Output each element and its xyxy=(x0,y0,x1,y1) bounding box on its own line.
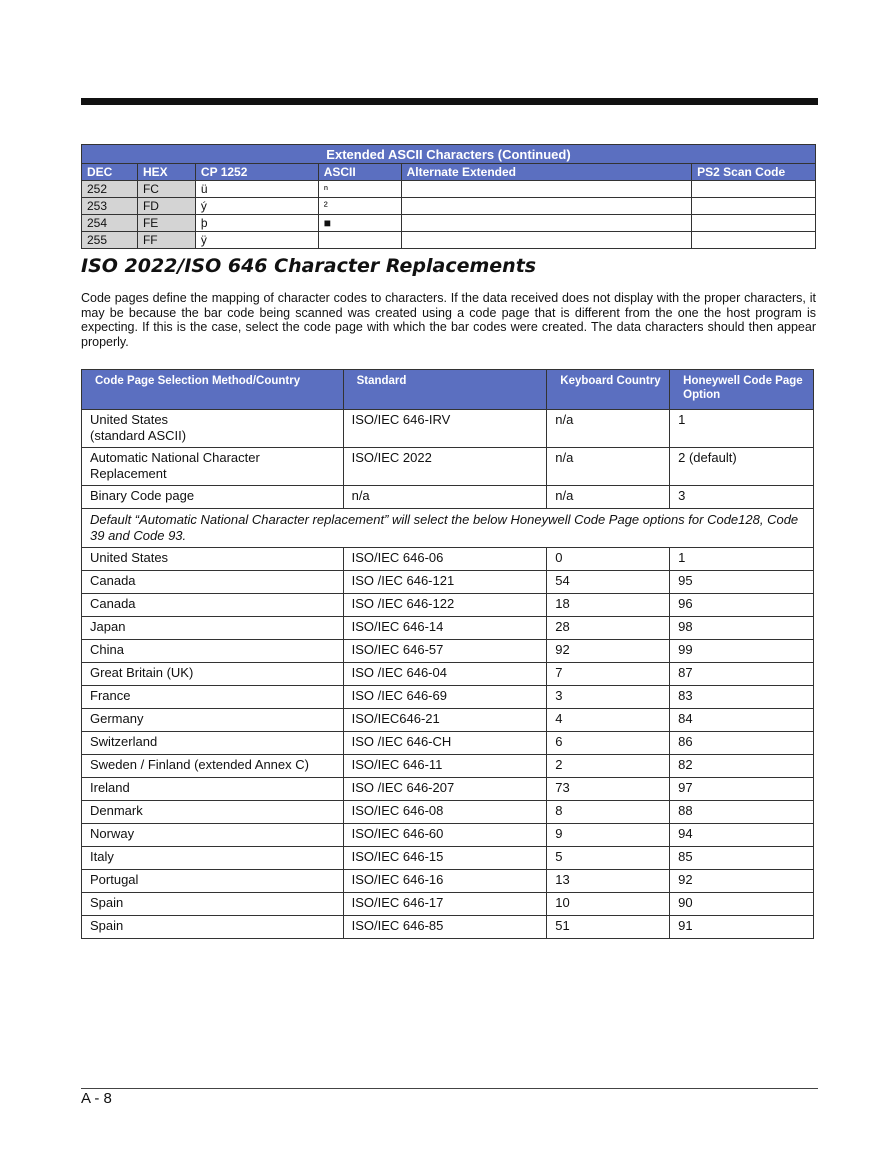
column-header: Honeywell Code Page Option xyxy=(670,370,814,410)
table-cell: 1 xyxy=(670,548,814,571)
table-cell: ÿ xyxy=(195,232,318,249)
table-row xyxy=(82,916,814,939)
table-cell: ISO /IEC 646-207 xyxy=(343,778,547,801)
table-cell: Canada xyxy=(82,571,344,594)
table-cell: ISO/IEC 646-08 xyxy=(343,801,547,824)
table-cell: n/a xyxy=(547,410,670,448)
footer-rule xyxy=(81,1088,818,1089)
table-row xyxy=(82,732,814,755)
table-cell: ISO/IEC 646-16 xyxy=(343,870,547,893)
table-row xyxy=(82,893,814,916)
table-cell: Automatic National Character Replacement xyxy=(82,448,344,486)
table-cell: Ireland xyxy=(82,778,344,801)
table-cell: Great Britain (UK) xyxy=(82,663,344,686)
table-cell: 87 xyxy=(670,663,814,686)
table-cell: 7 xyxy=(547,663,670,686)
table-row xyxy=(82,594,814,617)
table-cell: ISO /IEC 646-122 xyxy=(343,594,547,617)
column-header: HEX xyxy=(137,164,195,181)
table-cell: ý xyxy=(195,198,318,215)
table-cell: n/a xyxy=(547,486,670,509)
table-cell: Italy xyxy=(82,847,344,870)
code-page-table xyxy=(81,369,814,939)
table-cell: 6 xyxy=(547,732,670,755)
table-cell: Sweden / Finland (extended Annex C) xyxy=(82,755,344,778)
table-row xyxy=(82,870,814,893)
table-row xyxy=(82,448,814,486)
table-cell: ISO/IEC 646-17 xyxy=(343,893,547,916)
table-cell: Binary Code page xyxy=(82,486,344,509)
table-row xyxy=(82,640,814,663)
table-cell: Spain xyxy=(82,893,344,916)
table-cell: 0 xyxy=(547,548,670,571)
table-cell: 83 xyxy=(670,686,814,709)
table-cell: 82 xyxy=(670,755,814,778)
table-cell: FD xyxy=(137,198,195,215)
table-cell: 4 xyxy=(547,709,670,732)
table-cell xyxy=(401,181,692,198)
column-header: DEC xyxy=(82,164,138,181)
table-cell: United States xyxy=(82,548,344,571)
table-cell xyxy=(692,215,816,232)
table-cell: Germany xyxy=(82,709,344,732)
table-cell: 255 xyxy=(82,232,138,249)
table-cell: 85 xyxy=(670,847,814,870)
table-cell: 51 xyxy=(547,916,670,939)
table-row xyxy=(82,709,814,732)
table-row xyxy=(82,215,816,232)
table-row xyxy=(82,617,814,640)
table-cell: ISO/IEC 646-14 xyxy=(343,617,547,640)
table-cell: ISO/IEC 646-IRV xyxy=(343,410,547,448)
column-header: PS2 Scan Code xyxy=(692,164,816,181)
table-cell: China xyxy=(82,640,344,663)
table-cell: ü xyxy=(195,181,318,198)
table-cell: 97 xyxy=(670,778,814,801)
table-note: Default “Automatic National Character replacement” will select the below Honeywell Code Page options for Code128, Code 39 and Code 93. xyxy=(82,509,814,548)
table-cell: ISO /IEC 646-04 xyxy=(343,663,547,686)
table-cell: n/a xyxy=(547,448,670,486)
table-cell xyxy=(692,198,816,215)
table-cell: Spain xyxy=(82,916,344,939)
table-cell: 13 xyxy=(547,870,670,893)
table-cell: 28 xyxy=(547,617,670,640)
table-cell: 5 xyxy=(547,847,670,870)
extended-ascii-table xyxy=(81,144,816,249)
table-cell: ISO/IEC 646-85 xyxy=(343,916,547,939)
table-cell: 253 xyxy=(82,198,138,215)
table-cell xyxy=(401,232,692,249)
intro-paragraph: Code pages define the mapping of character codes to characters. If the data received does not display with the proper characters, it may be because the bar code being scanned was created using a code page that is different from the one the host program is expecting. If this is the case, select the code page with which the bar codes were created. The data characters should then appear properly. xyxy=(81,291,816,349)
table-cell: FE xyxy=(137,215,195,232)
table-cell: 98 xyxy=(670,617,814,640)
table-row xyxy=(82,663,814,686)
column-header: Keyboard Country xyxy=(547,370,670,410)
table-row xyxy=(82,198,816,215)
table-cell: 10 xyxy=(547,893,670,916)
table-cell: FF xyxy=(137,232,195,249)
table-cell: 8 xyxy=(547,801,670,824)
table-cell: 96 xyxy=(670,594,814,617)
table-cell: n/a xyxy=(343,486,547,509)
table-cell: ISO /IEC 646-121 xyxy=(343,571,547,594)
column-header: Alternate Extended xyxy=(401,164,692,181)
table-row xyxy=(82,824,814,847)
table-cell: 95 xyxy=(670,571,814,594)
table-cell: þ xyxy=(195,215,318,232)
table-cell xyxy=(692,232,816,249)
table-row xyxy=(82,801,814,824)
table-cell: 2 xyxy=(547,755,670,778)
table-row xyxy=(82,571,814,594)
table-cell: 91 xyxy=(670,916,814,939)
table-cell: 86 xyxy=(670,732,814,755)
table-cell: 18 xyxy=(547,594,670,617)
table-cell: Switzerland xyxy=(82,732,344,755)
table-row xyxy=(82,232,816,249)
table-cell: ISO /IEC 646-CH xyxy=(343,732,547,755)
section-title: ISO 2022/ISO 646 Character Replacements xyxy=(81,255,537,277)
table-cell: Denmark xyxy=(82,801,344,824)
table-cell: ISO/IEC 646-11 xyxy=(343,755,547,778)
page-number: A - 8 xyxy=(81,1090,112,1107)
table-cell: ISO/IEC 646-06 xyxy=(343,548,547,571)
column-header: ASCII xyxy=(318,164,401,181)
table-cell: ⁿ xyxy=(318,181,401,198)
table-row xyxy=(82,686,814,709)
table-row xyxy=(82,181,816,198)
table-cell: 90 xyxy=(670,893,814,916)
table-cell: Japan xyxy=(82,617,344,640)
table-row xyxy=(82,410,814,448)
table-cell: 3 xyxy=(670,486,814,509)
table-caption: Extended ASCII Characters (Continued) xyxy=(82,145,816,164)
table-cell: Norway xyxy=(82,824,344,847)
table-cell: 2 (default) xyxy=(670,448,814,486)
table-row xyxy=(82,486,814,509)
table-row xyxy=(82,755,814,778)
column-header: Code Page Selection Method/Country xyxy=(82,370,344,410)
table-cell: 252 xyxy=(82,181,138,198)
column-header: Standard xyxy=(343,370,547,410)
table-cell: ISO/IEC 2022 xyxy=(343,448,547,486)
table-cell: 92 xyxy=(670,870,814,893)
table-row xyxy=(82,847,814,870)
table-cell: Portugal xyxy=(82,870,344,893)
table-cell: 1 xyxy=(670,410,814,448)
table-cell: ISO/IEC 646-57 xyxy=(343,640,547,663)
table-cell xyxy=(401,215,692,232)
table-cell: ISO/IEC 646-60 xyxy=(343,824,547,847)
table-cell: United States (standard ASCII) xyxy=(82,410,344,448)
table-cell: 73 xyxy=(547,778,670,801)
table-cell: 54 xyxy=(547,571,670,594)
table-cell: 84 xyxy=(670,709,814,732)
table-cell: ² xyxy=(318,198,401,215)
table-cell: 94 xyxy=(670,824,814,847)
table-cell: Canada xyxy=(82,594,344,617)
table-cell: 88 xyxy=(670,801,814,824)
table-cell: 254 xyxy=(82,215,138,232)
table-cell: FC xyxy=(137,181,195,198)
table-row xyxy=(82,548,814,571)
table-cell: 92 xyxy=(547,640,670,663)
table-cell: ■ xyxy=(318,215,401,232)
table-cell: ISO/IEC646-21 xyxy=(343,709,547,732)
column-header: CP 1252 xyxy=(195,164,318,181)
table-cell: ISO /IEC 646-69 xyxy=(343,686,547,709)
table-cell: 99 xyxy=(670,640,814,663)
header-rule xyxy=(81,98,818,105)
table-cell: 3 xyxy=(547,686,670,709)
table-cell: ISO/IEC 646-15 xyxy=(343,847,547,870)
table-row xyxy=(82,778,814,801)
table-cell xyxy=(401,198,692,215)
table-cell: 9 xyxy=(547,824,670,847)
table-cell: France xyxy=(82,686,344,709)
table-cell xyxy=(692,181,816,198)
table-cell xyxy=(318,232,401,249)
note-row xyxy=(82,509,814,548)
